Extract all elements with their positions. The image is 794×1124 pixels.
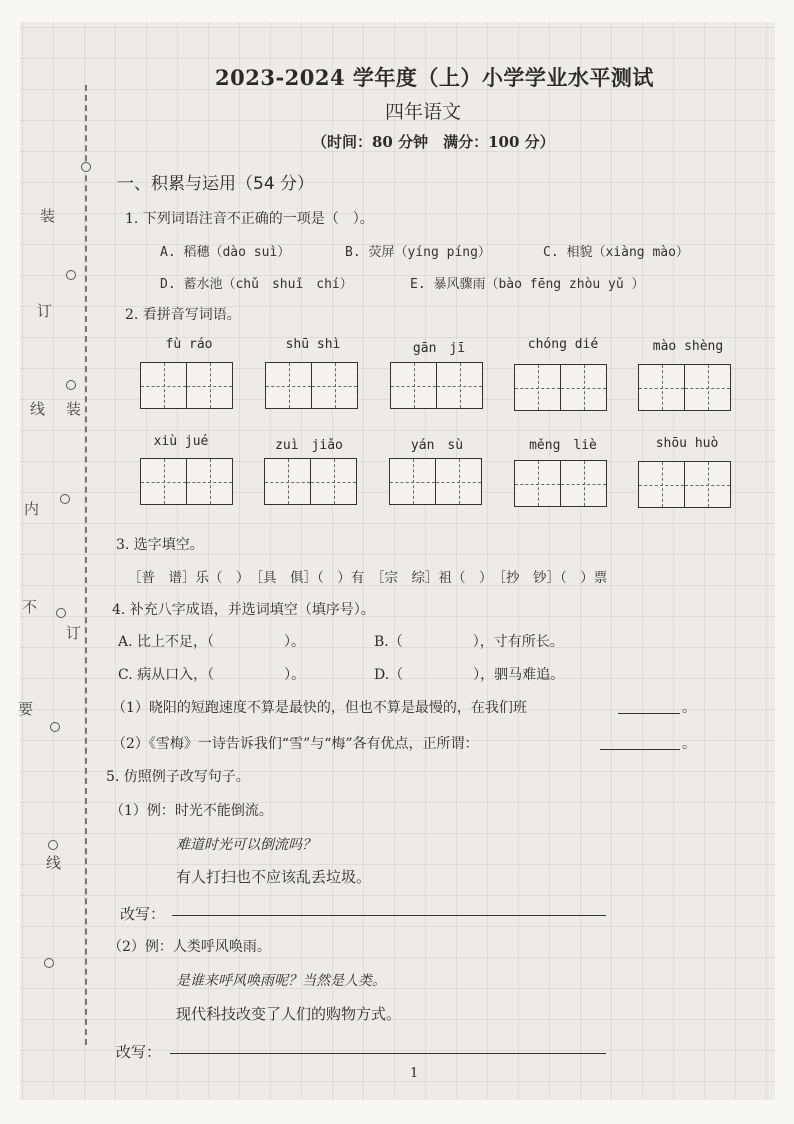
binding-char: 装 — [66, 400, 82, 418]
writing-grid[interactable] — [264, 458, 357, 505]
answer-blank[interactable] — [600, 749, 680, 750]
question-1-option-d: D. 蓄水池（chǔ shuǐ chí） — [160, 277, 353, 292]
binding-hole — [60, 494, 70, 504]
question-5-prompt: 5. 仿照例子改写句子。 — [106, 769, 250, 785]
pinyin-label: gān jī — [412, 341, 466, 356]
exam-title: 2023-2024 学年度（上）小学学业水平测试 — [215, 65, 654, 90]
binding-hole — [44, 958, 54, 968]
binding-char: 装 — [40, 207, 56, 225]
binding-char: 线 — [46, 854, 62, 872]
writing-grid[interactable] — [638, 364, 731, 411]
question-1-option-b: B. 荧屏（yíng píng） — [345, 245, 491, 260]
idiom-d: D.（ ），驷马难追。 — [374, 667, 565, 683]
binding-dashed-line — [85, 85, 87, 1045]
sentence-end-mark: 。 — [682, 736, 696, 752]
question-1-option-c: C. 相貌（xiàng mào） — [543, 245, 689, 260]
pinyin-label: shū shì — [285, 337, 341, 352]
idiom-b: B.（ ），寸有所长。 — [374, 634, 564, 650]
binding-char: 内 — [24, 500, 40, 518]
question-3-prompt: 3. 选字填空。 — [116, 537, 204, 553]
binding-char: 不 — [22, 598, 38, 616]
rewrite-answer-line[interactable] — [172, 915, 606, 916]
binding-char: 线 — [30, 400, 46, 418]
rewrite-label: 改写： — [116, 1043, 162, 1061]
pinyin-label: yán sù — [410, 438, 464, 453]
pinyin-label: fù ráo — [165, 337, 213, 352]
writing-grid[interactable] — [140, 362, 233, 409]
page-number: 1 — [410, 1066, 419, 1081]
binding-char: 订 — [66, 624, 82, 642]
rewrite-answer-line[interactable] — [170, 1053, 606, 1054]
writing-grid[interactable] — [389, 458, 482, 505]
binding-hole — [48, 840, 58, 850]
question-4-prompt: 4. 补充八字成语，并选词填空（填序号）。 — [112, 602, 375, 618]
pinyin-label: shōu huò — [655, 436, 719, 451]
rewrite-label: 改写： — [120, 905, 166, 923]
writing-grid[interactable] — [514, 460, 607, 507]
example-2-label: （2）例：人类呼风唤雨。 — [108, 939, 271, 955]
writing-grid[interactable] — [140, 458, 233, 505]
example-2-answer: 是谁来呼风唤雨呢？当然是人类。 — [176, 973, 386, 989]
binding-hole — [56, 608, 66, 618]
writing-grid[interactable] — [390, 362, 483, 409]
example-1-task: 有人打扫也不应该乱丢垃圾。 — [176, 868, 372, 886]
binding-hole — [66, 270, 76, 280]
binding-char: 要 — [18, 700, 34, 718]
writing-grid[interactable] — [514, 364, 607, 411]
writing-grid[interactable] — [638, 461, 731, 508]
exam-timing: （时间：80 分钟 满分：100 分） — [312, 133, 555, 151]
question-1-prompt: 1. 下列词语注音不正确的一项是（ ）。 — [125, 211, 374, 227]
writing-grid[interactable] — [265, 362, 358, 409]
binding-char: 订 — [37, 302, 53, 320]
question-3-choices: ［普 谱］乐（ ） ［具 俱］（ ）有 ［宗 综］祖（ ） ［抄 钞］（ ）票 — [128, 570, 608, 586]
binding-hole — [81, 162, 91, 172]
section-heading: 一、积累与运用（54 分） — [117, 174, 315, 194]
question-4-sentence-2: （2）《雪梅》一诗告诉我们“雪”与“梅”各有优点，正所谓： — [112, 736, 479, 752]
sentence-end-mark: 。 — [682, 700, 696, 716]
idiom-c: C. 病从口入，（ ）。 — [118, 667, 306, 683]
exam-subtitle: 四年语文 — [385, 101, 462, 123]
pinyin-label: xiù jué — [153, 434, 209, 449]
binding-hole — [66, 380, 76, 390]
example-1-label: （1）例：时光不能倒流。 — [110, 803, 273, 819]
idiom-a: A. 比上不足，（ ）。 — [118, 634, 306, 650]
example-2-task: 现代科技改变了人们的购物方式。 — [176, 1005, 402, 1023]
binding-hole — [50, 722, 60, 732]
question-2-prompt: 2. 看拼音写词语。 — [125, 307, 241, 323]
question-1-option-e: E. 暴风骤雨（bào fēng zhòu yǔ ） — [410, 277, 645, 292]
pinyin-label: chóng dié — [527, 337, 599, 352]
pinyin-label: zuì jiǎo — [275, 438, 343, 453]
example-1-answer: 难道时光可以倒流吗？ — [176, 837, 316, 853]
answer-blank[interactable] — [618, 713, 680, 714]
pinyin-label: mào shèng — [652, 339, 724, 354]
pinyin-label: měng liè — [529, 438, 597, 453]
question-1-option-a: A. 稻穗（dào suì） — [160, 245, 291, 260]
question-4-sentence-1: （1）晓阳的短跑速度不算是最快的，但也不算是最慢的，在我们班 — [112, 700, 527, 716]
